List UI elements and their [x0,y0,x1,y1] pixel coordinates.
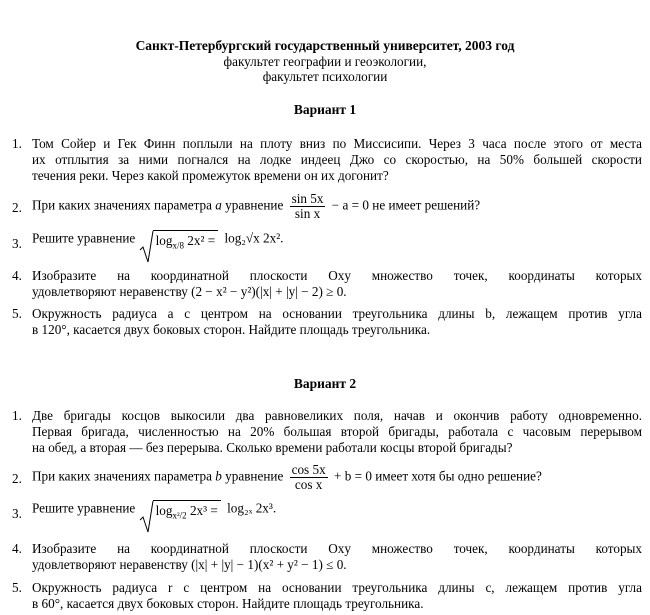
problem-text-line: Первая бригада, численностью на 20% большая второй бригады, работала с часовым перерывом [32,424,642,439]
fraction-denominator: cos x [294,477,323,492]
variant-2-title: Вариант 2 [293,376,357,391]
problem-text-line: в 120°, касается двух боковых сторон. Найдите площадь треугольника. [32,322,431,337]
log-base: x²/2 [172,510,187,521]
radicand-rest: 2x³ = [189,503,218,518]
problem-number: 3. [12,236,22,251]
fraction [290,192,326,221]
problem-text: Решите уравнение [32,500,136,516]
problem-number: 3. [12,506,22,521]
v1-problem-5 [12,306,642,338]
problem-text-line: Окружность радиуса r с центром на основании треугольника длины c, лежащем против угла [32,580,642,595]
problem-text-line: течения реки. Через какой промежуток времени он их догонит? [32,168,389,183]
problem-text-line: Изобразите на координатной плоскости Oxy множество точек, координаты которых [32,268,642,283]
problem-text: Решите уравнение [32,230,136,246]
problem-text-line: удовлетворяют неравенству (|x| + |y| − 1)(x² + y² − 1) ≤ 0. [32,557,347,572]
university-title: Санкт-Петербургский государственный университет, 2003 год [135,38,515,53]
v2-problem-2 [12,463,642,492]
radicand-rest: 2x² = [187,233,216,248]
parameter: a [215,197,222,213]
v1-problem-2 [12,192,642,221]
equation-rhs: log₂ₓ 2x³. [227,500,277,516]
problem-number: 1. [12,408,22,423]
fraction-denominator: sin x [294,206,321,221]
problem-number: 1. [12,136,22,151]
document-header [0,38,650,85]
fraction [290,463,328,492]
problem-text: не имеет решений? [372,197,481,213]
v2-problem-1 [12,408,642,456]
fraction-numerator: sin 5x [291,191,324,206]
problem-text: уравнение [225,197,284,213]
problem-text-line: в 60°, касается двух боковых сторон. Найдите площадь треугольника. [32,596,424,611]
v2-problem-4 [12,541,642,573]
problem-text: При каких значениях параметра [32,197,212,213]
problem-text-line: удовлетворяют неравенству (2 − x² − y²)(|x| + |y| − 2) ≥ 0. [32,284,347,299]
problem-text-line: на обед, а вторая — без перерыва. Сколько времени работали косцы второй бригады? [32,440,513,455]
log-label: log [155,503,173,518]
problem-text-line: их отплытия за ними погнался на лодке индеец Джо со скоростью, на 50% большей скорости [32,152,642,167]
equation-rest: + b = 0 [333,468,372,484]
problem-number: 5. [12,580,22,595]
sqrt-expression [139,500,221,519]
problem-number: 2. [12,200,22,215]
problem-text-line: Изобразите на координатной плоскости Oxy множество точек, координаты которых [32,541,642,556]
faculty-geography: факультет географии и геоэкологии, [223,53,427,69]
problem-number: 4. [12,541,22,556]
problem-number: 5. [12,306,22,321]
log-label: log [155,233,173,248]
faculty-psychology: факультет психологии [262,69,388,84]
problem-text-line: Две бригады косцов выкосили два равновеликих поля, начав и окончив работу одновременно. [32,408,642,423]
v2-problem-5 [12,580,642,612]
equation-rhs: log₂√x 2x². [224,230,284,246]
equation-rest: − a = 0 [331,197,369,213]
problem-text: имеет хотя бы одно решение? [375,468,542,484]
v1-problem-4 [12,268,642,300]
problem-number: 2. [12,471,22,486]
v2-problem-3 [12,500,642,519]
v1-problem-1 [12,136,642,184]
radical-sign-icon [139,230,155,264]
problem-number: 4. [12,268,22,283]
radical-sign-icon [139,500,155,534]
log-base: x/8 [172,240,184,251]
problem-text: уравнение [225,468,284,484]
problem-text-line: Том Сойер и Гек Финн поплыли на плоту вниз по Миссисипи. Через 3 часа после этого от места [32,136,642,151]
problem-text-line: Окружность радиуса a с центром на основании треугольника длины b, лежащем против угла [32,306,642,321]
fraction-numerator: cos 5x [291,462,326,477]
variant-1-title: Вариант 1 [293,102,357,117]
v1-problem-3 [12,230,642,249]
sqrt-expression [139,230,219,249]
parameter: b [215,468,222,484]
problem-text: При каких значениях параметра [32,468,212,484]
